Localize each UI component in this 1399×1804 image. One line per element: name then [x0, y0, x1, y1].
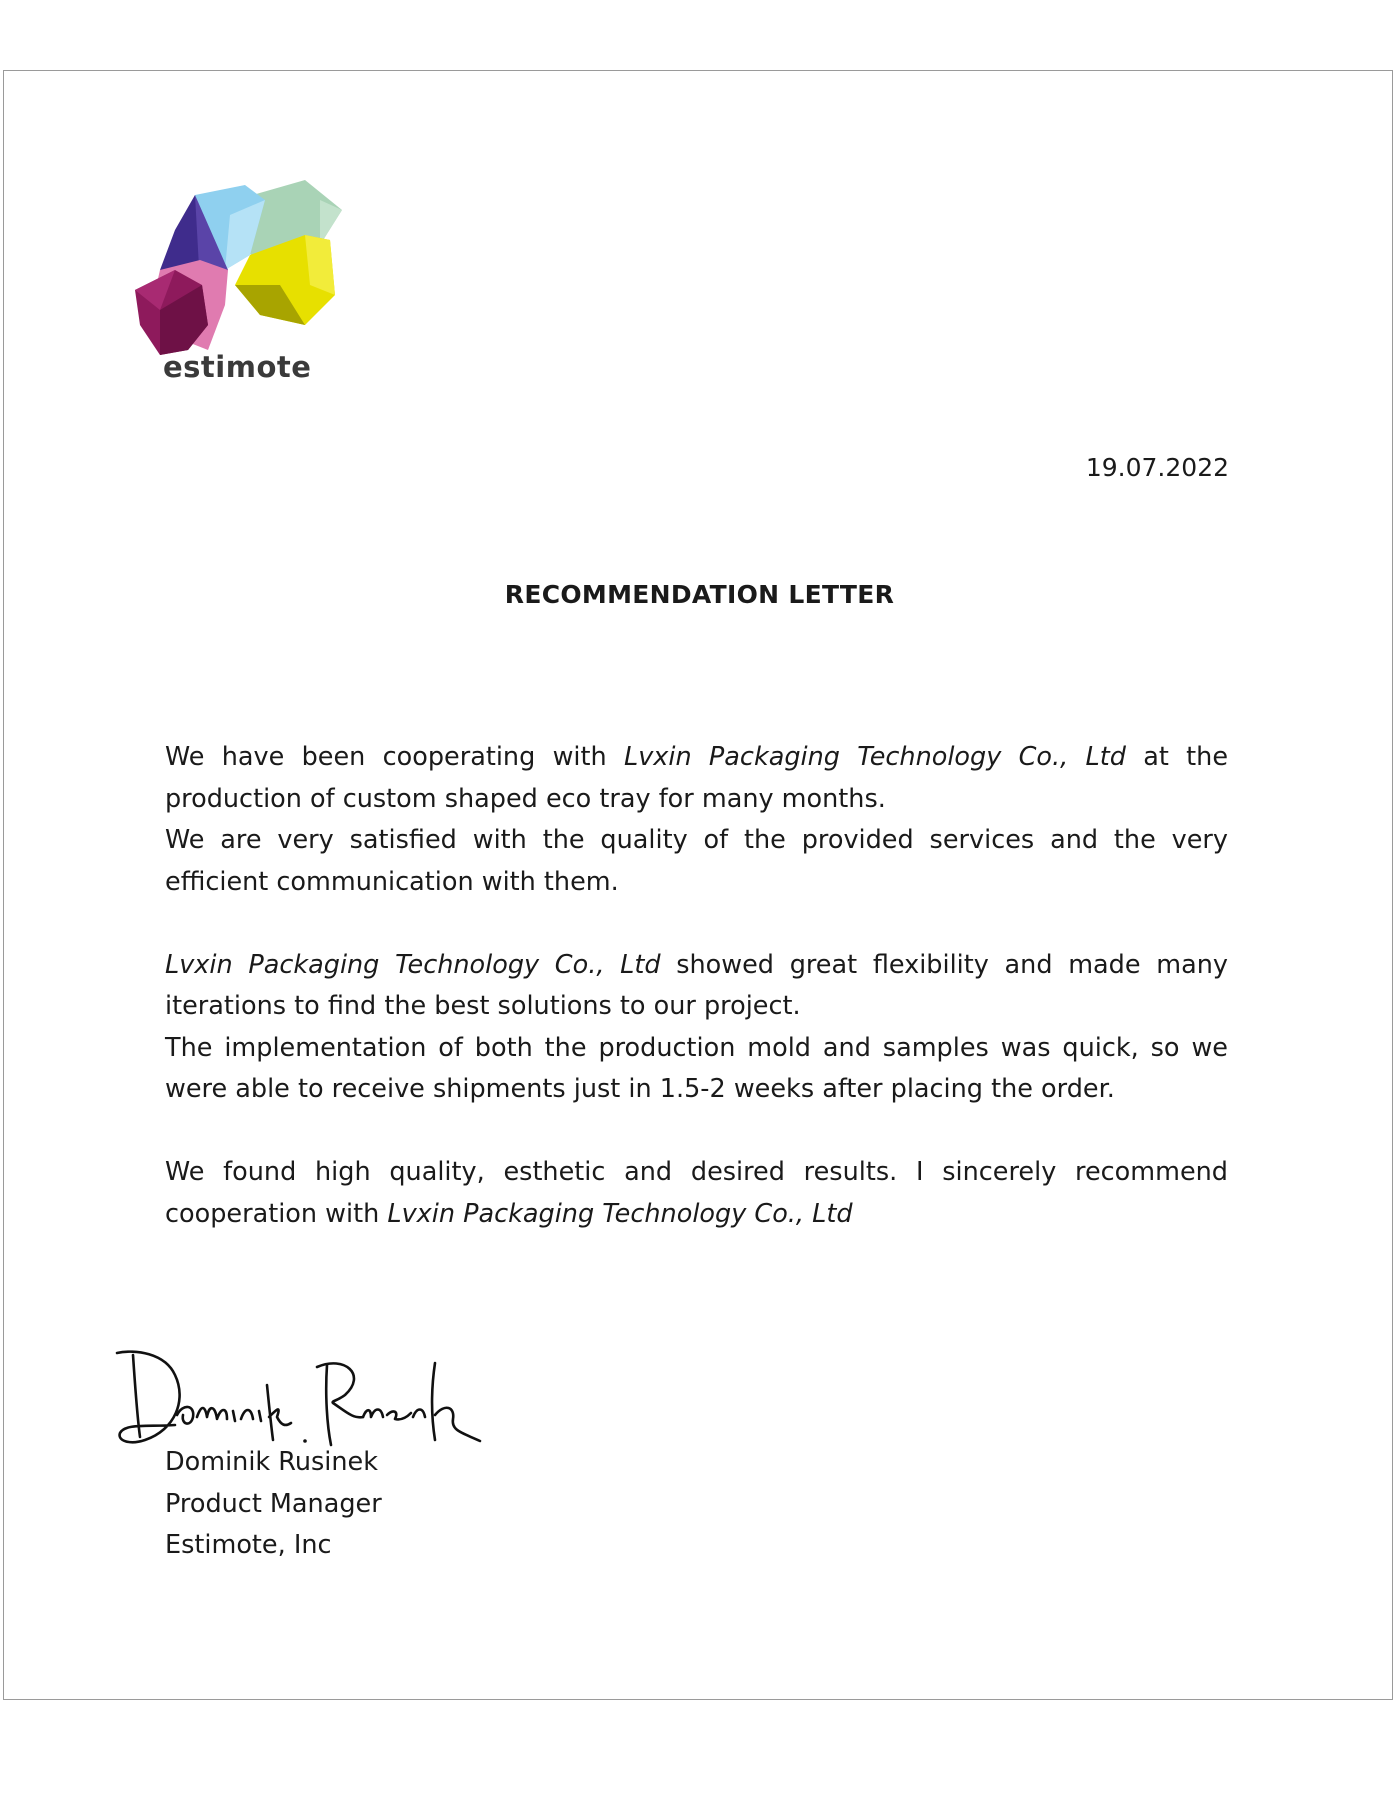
- paragraph: [165, 1152, 1228, 1235]
- text-span: We have been cooperating with: [165, 742, 624, 772]
- paragraph: The implementation of both the production mold and samples was quick, so we were able to receive shipments just in 1.5-2 weeks after placing the order.: [165, 1032, 1228, 1104]
- paragraph: [165, 737, 1228, 820]
- text-span: at the production of custom shaped eco tray for many months.: [165, 742, 1229, 814]
- handwritten-signature: [105, 1345, 495, 1455]
- text-span: showed great flexibility and made many iterations to find the best solutions to our project.: [165, 949, 1228, 1021]
- company-name: Lvxin Packaging Technology Co., Ltd: [165, 949, 661, 980]
- letter-title: RECOMMENDATION LETTER: [504, 580, 895, 609]
- paragraph: [165, 945, 1228, 1028]
- signatory-name: Dominik Rusinek: [165, 1447, 379, 1477]
- company-name: Lvxin Packaging Technology Co., Ltd: [387, 1198, 853, 1229]
- letter-body: [165, 737, 1228, 1235]
- text-span: We found high quality, esthetic and desired results. I sincerely recommend cooperation with: [165, 1157, 1228, 1229]
- paragraph: We are very satisfied with the quality of the provided services and the very efficient communication with them.: [165, 825, 1228, 897]
- company-name: Lvxin Packaging Technology Co., Ltd: [623, 742, 1126, 772]
- logo-wordmark: estimote: [163, 350, 312, 384]
- signatory-position: Product Manager: [165, 1488, 382, 1519]
- signatory-block: [165, 1442, 382, 1567]
- signatory-organization: Estimote, Inc: [165, 1530, 332, 1560]
- letter-date: 19.07.2022: [1085, 453, 1229, 482]
